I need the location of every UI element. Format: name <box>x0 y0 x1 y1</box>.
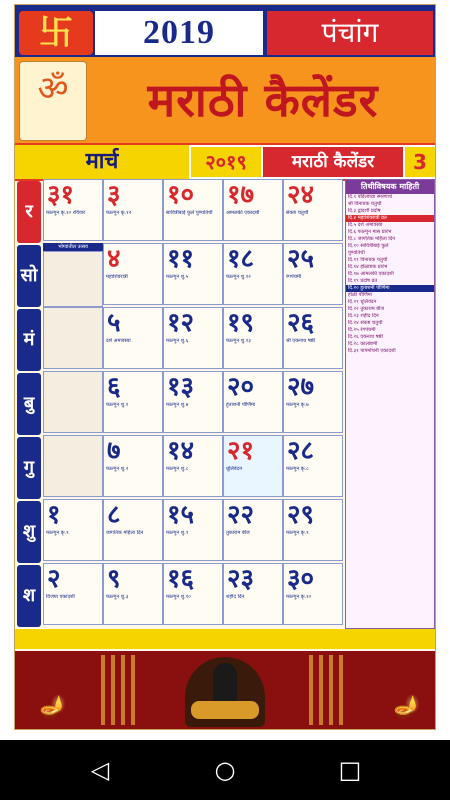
tithi-info-panel <box>345 179 435 629</box>
date-cell[interactable] <box>223 307 283 369</box>
header-top-bar <box>15 5 435 57</box>
date-cell[interactable] <box>283 307 343 369</box>
date-event: धूलिवंदन <box>226 466 242 472</box>
weekday-friday: शु <box>17 501 41 563</box>
date-number: १८ <box>227 244 255 274</box>
date-number: २६ <box>287 308 315 338</box>
date-number: २५ <box>287 244 315 274</box>
date-number: ९ <box>107 564 121 594</box>
date-cell[interactable] <box>223 243 283 305</box>
date-cell[interactable] <box>103 243 163 305</box>
home-icon[interactable]: ○ <box>214 756 236 784</box>
date-cell[interactable] <box>223 179 283 241</box>
info-line: दि.२३ शहीद दिन <box>348 313 379 319</box>
header-title-band <box>15 57 435 143</box>
date-event: फाल्गुन शु.५ <box>166 274 189 280</box>
weekday-sunday: र <box>17 181 41 243</box>
date-cell[interactable] <box>163 243 223 305</box>
empty-cell <box>43 371 103 433</box>
info-line: दि.८ जागतिक महिला दिन <box>348 236 396 242</box>
date-cell[interactable] <box>163 563 223 625</box>
bells-decoration <box>101 655 141 725</box>
month-name: मार्च <box>15 145 189 179</box>
date-number: १६ <box>167 564 195 594</box>
ganesh-icon: ॐ <box>37 69 69 109</box>
date-event: विजया एकादशी <box>46 594 75 600</box>
info-line: दि.२८ कालाष्टमी <box>348 341 378 347</box>
weekday-monday: सो <box>17 245 41 307</box>
date-number: ६ <box>107 372 121 402</box>
date-cell[interactable] <box>223 563 283 625</box>
date-number: २८ <box>287 436 315 466</box>
month-number: 3 <box>405 147 435 177</box>
diya-icon: 🪔 <box>39 695 67 720</box>
date-event: फाल्गुन शु.३ <box>106 594 129 600</box>
date-cell[interactable] <box>103 499 163 561</box>
date-cell[interactable] <box>163 179 223 241</box>
month-tag: मराठी कैलेंडर <box>263 147 403 177</box>
date-number: २ <box>47 564 61 594</box>
info-line: दि.६ फाल्गुन मास प्रारंभ <box>348 229 392 235</box>
date-event: फाल्गुन शु.८ <box>166 466 189 472</box>
info-line: दि.११ विनायक चतुर्थी <box>348 257 388 263</box>
date-event: रंगपंचमी <box>286 274 302 280</box>
info-panel-title: तिथीविषयक माहिती <box>346 180 434 194</box>
date-cell[interactable] <box>163 371 223 433</box>
date-number: १७ <box>227 180 255 210</box>
recents-icon[interactable]: □ <box>338 756 362 784</box>
date-event: फाल्गुन शु.१३ <box>226 338 251 344</box>
shivling-image <box>185 657 265 727</box>
date-event: आमलकी एकादशी <box>226 210 260 216</box>
date-event: महाशिवरात्री <box>106 274 128 280</box>
date-cell[interactable] <box>43 563 103 625</box>
android-nav-bar <box>0 740 450 800</box>
date-number: ४ <box>107 244 121 274</box>
date-number: ११ <box>167 244 195 274</box>
info-line: होळी पौर्णिमा <box>348 292 372 298</box>
festival-section-label: भोग्यांतील उत्सव <box>43 243 103 251</box>
info-line: दि.१० सावित्रीबाई फुले <box>348 243 389 249</box>
date-event: फाल्गुन कृ.८ <box>286 466 309 472</box>
date-number: ७ <box>107 436 121 466</box>
weekday-column <box>15 179 43 629</box>
bells-decoration <box>309 655 349 725</box>
date-cell[interactable] <box>283 243 343 305</box>
month-bar <box>15 143 435 181</box>
date-event: सावित्रीबाई फुले पुण्यतिथी <box>166 210 213 216</box>
date-cell[interactable] <box>103 179 163 241</box>
date-cell[interactable] <box>283 563 343 625</box>
date-cell[interactable] <box>103 435 163 497</box>
empty-cell <box>43 251 103 307</box>
date-event: फाल्गुन कृ.१० रविवार <box>46 210 86 216</box>
date-number: १५ <box>167 500 195 530</box>
date-cell[interactable] <box>223 371 283 433</box>
info-line: दि.४ महाशिवरात्री व्रत <box>346 215 434 222</box>
info-line: दि.२४ संकष्ट चतुर्थी <box>348 320 383 326</box>
date-number: २० <box>227 372 255 402</box>
date-event: फाल्गुन शु.६ <box>166 338 189 344</box>
weekday-tuesday: मं <box>17 309 41 371</box>
date-event: संकष्ट चतुर्थी <box>286 210 309 216</box>
info-line: दि.३१ पापमोचनी एकादशी <box>348 348 396 354</box>
date-number: ३ <box>107 180 121 210</box>
date-cell[interactable] <box>103 371 163 433</box>
calendar-title: मराठी कैलेंडर <box>147 73 379 127</box>
date-number: १२ <box>167 308 195 338</box>
date-event: फाल्गुन कृ.७ <box>286 402 309 408</box>
year-marathi: २०१९ <box>191 147 261 177</box>
date-event: फाल्गुन कृ.९ <box>286 530 309 536</box>
date-number: २४ <box>287 180 315 210</box>
diya-icon: 🪔 <box>393 695 421 720</box>
date-event: हुताशनी पौर्णिमा <box>226 402 256 408</box>
date-cell[interactable] <box>283 435 343 497</box>
date-event: शहीद दिन <box>226 594 245 600</box>
calendar-grid <box>15 179 345 629</box>
info-line: दि.२६ एकनाथ षष्ठी <box>348 334 383 340</box>
info-line: दि.१४ होळाष्टक प्रारंभ <box>348 264 388 270</box>
shivling-banner <box>15 651 435 729</box>
lingam-base <box>191 701 259 719</box>
date-number: ३० <box>287 564 315 594</box>
weekday-thursday: गु <box>17 437 41 499</box>
date-cell[interactable] <box>223 499 283 561</box>
weekday-saturday: श <box>17 565 41 627</box>
info-line: दि.३ द्वादशी प्रदोष <box>348 208 381 214</box>
date-number: ५ <box>107 308 121 338</box>
date-number: १४ <box>167 436 195 466</box>
date-event: तुकाराम बीज <box>226 530 250 536</box>
info-line: दि.५ दर्श अमावस्या <box>348 222 383 228</box>
date-cell[interactable] <box>163 435 223 497</box>
date-number: २२ <box>227 500 255 530</box>
date-number: २१ <box>227 436 255 466</box>
info-line: दि.२० हुताशनी पौर्णिमा <box>346 285 434 292</box>
info-line: दि.२२ तुकाराम बीज <box>348 306 385 312</box>
date-cell[interactable] <box>43 179 103 241</box>
date-cell[interactable] <box>283 371 343 433</box>
date-event: फाल्गुन शु.१ <box>106 402 129 408</box>
date-number: २७ <box>287 372 315 402</box>
date-number: २९ <box>287 500 315 530</box>
date-number: २३ <box>227 564 255 594</box>
date-cell[interactable] <box>103 563 163 625</box>
swastik-icon: 卐 <box>19 11 93 55</box>
date-cell[interactable] <box>103 307 163 369</box>
date-cell[interactable] <box>223 435 283 497</box>
date-event: फाल्गुन शु.९ <box>166 530 189 536</box>
date-event: फाल्गुन शु.२ <box>106 466 129 472</box>
info-line: दि.१ वडिलांच्या स्मरणार्थ <box>348 194 393 200</box>
info-line: दि.१७ आमलकी एकादशी <box>348 271 394 277</box>
weekday-wednesday: बु <box>17 373 41 435</box>
date-number: ८ <box>107 500 121 530</box>
date-cell[interactable] <box>163 499 223 561</box>
date-number: १९ <box>227 308 255 338</box>
date-event: फाल्गुन शु.१२ <box>226 274 251 280</box>
date-cell[interactable] <box>283 179 343 241</box>
date-cell[interactable] <box>43 499 103 561</box>
lingam-shape <box>213 663 237 703</box>
date-event: फाल्गुन कृ.९ <box>46 530 69 536</box>
ganesh-image <box>19 61 87 141</box>
date-cell[interactable] <box>163 307 223 369</box>
date-event: फाल्गुन शु.१० <box>166 594 191 600</box>
panchang-label: पंचांग <box>267 11 433 55</box>
empty-cell <box>43 435 103 497</box>
date-event: दर्श अमावस्या <box>106 338 131 344</box>
calendar-page <box>14 4 436 730</box>
info-line: पुण्यतिथी <box>348 250 365 256</box>
year-label: 2019 <box>95 11 263 55</box>
date-event: जागतिक महिला दिन <box>106 530 144 536</box>
empty-cell <box>43 307 103 369</box>
info-line: दि.२५ रंगपंचमी <box>348 327 376 333</box>
date-cell[interactable] <box>283 499 343 561</box>
info-line: श्री विनायक चतुर्थी <box>348 201 382 207</box>
date-event: फाल्गुन कृ.१२ <box>106 210 132 216</box>
date-number: १० <box>167 180 195 210</box>
info-line: दि.२१ धूलिवंदन <box>348 299 377 305</box>
date-event: फाल्गुन कृ.१० <box>286 594 312 600</box>
date-event: श्री एकनाथ षष्ठी <box>286 338 316 344</box>
yellow-divider <box>15 629 435 649</box>
date-number: ३१ <box>47 180 75 210</box>
date-event: फाल्गुन शु.७ <box>166 402 189 408</box>
info-line: दि.१९ प्रदोष व्रत <box>348 278 378 284</box>
date-number: १३ <box>167 372 195 402</box>
back-icon[interactable]: ◁ <box>90 756 110 784</box>
date-number: १ <box>47 500 61 530</box>
